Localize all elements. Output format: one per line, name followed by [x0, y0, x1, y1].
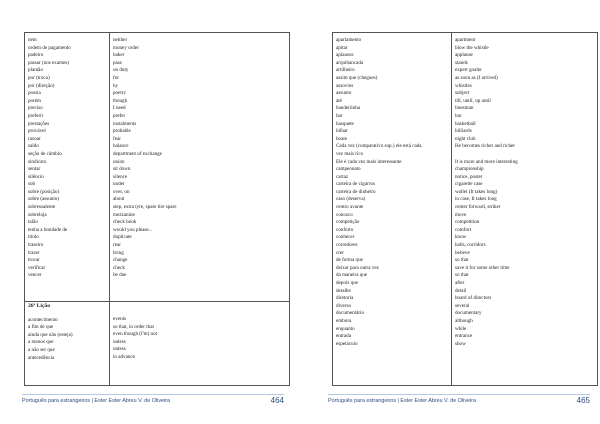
vocabulary-entry: carteira de dinheiro [336, 188, 376, 195]
vocabulary-entry: save it for some other time [455, 264, 510, 271]
lesson-title: 26ª Lição [28, 303, 51, 309]
vocabulary-entry: prefer [113, 112, 126, 119]
vocabulary-entry: halls, corridors [455, 242, 486, 249]
vocabulary-entry: vencer [28, 272, 42, 279]
vocabulary-entry: He becomes richer and richer [455, 143, 515, 150]
vocabulary-entry: Ele é cada vez mais interessante [336, 158, 402, 165]
vocabulary-entry: de forma que [336, 257, 363, 264]
vocabulary-entry: over, on [113, 188, 130, 195]
vocabulary-entry: apitar [336, 44, 348, 51]
vocabulary-entry: subject [455, 90, 470, 97]
page-number: 465 [576, 396, 590, 405]
vocabulary-entry: be due [113, 272, 127, 279]
vocabulary-entry: cigarette case [455, 181, 483, 188]
vocabulary-entry: carteira de cigarros [336, 181, 376, 188]
vocabulary-entry: change [113, 257, 128, 264]
vocabulary-entry: assim que (chegues) [336, 74, 378, 81]
vocabulary-entry: preferir [28, 112, 44, 119]
vocabulary-entry: fear [113, 135, 121, 142]
vocabulary-entry: a não ser que [28, 346, 55, 353]
vocabulary-entry: diretoria [336, 295, 354, 302]
vocabulary-entry: verificar [28, 264, 46, 271]
right-page [300, 0, 600, 424]
spacer [113, 303, 157, 316]
vocabulary-entry: apartment [455, 37, 476, 43]
vocabulary-entry: check [113, 264, 125, 271]
vocabulary-entry: although [455, 317, 473, 324]
vocabulary-entry: basquete [336, 120, 354, 127]
vocabulary-entry: by [113, 82, 119, 89]
vocabulary-entry: as soon as (I arrived) [455, 74, 498, 81]
vocabulary-entry: I need [113, 105, 126, 112]
vocabulary-entry: aplausos [336, 52, 354, 59]
vocabulary-entry: espetáculo [336, 340, 358, 347]
vocabulary-entry: unless [113, 346, 126, 353]
vocabulary-entry: assovios [336, 82, 354, 89]
vocabulary-entry: applause [455, 52, 473, 59]
vocabulary-entry: after [455, 280, 465, 286]
vocabulary-entry: até [336, 97, 342, 104]
vocabulary-entry: wallet (It takes long) [455, 188, 498, 195]
vocabulary-entry: assunto [336, 90, 352, 97]
vocabulary-entry: silence [113, 173, 128, 180]
vocabulary-entry: da maneira que [336, 272, 368, 279]
vocabulary-entry: sit down [113, 166, 131, 173]
vocabulary-entry: know [455, 234, 467, 241]
vocabulary-entry: a menos que [28, 339, 54, 346]
vocabulary-entry: caso (deserva) [336, 196, 366, 203]
vocabulary-entry: duplicate [113, 234, 132, 241]
vocabulary-entry: bring [113, 249, 124, 256]
vocabulary-entry: Cada vez (comparativo sup.) ele está cada [336, 143, 422, 150]
vocabulary-entry: apartamento [336, 37, 362, 43]
vocabulary-entry: prestações [28, 120, 50, 127]
vocabulary-entry: padeiro [28, 52, 44, 59]
vocabulary-entry: sobressalente [28, 204, 56, 211]
vocabulary-entry: step, extra tyre, spare tire spare [113, 204, 177, 211]
portuguese-column [336, 37, 450, 348]
vocabulary-entry: sindicato [28, 158, 47, 165]
vocabulary-entry: for [113, 74, 119, 81]
vocabulary-entry: ainda que não (esteja) [28, 331, 73, 338]
vocabulary-entry: whistles [455, 82, 472, 89]
vocabulary-entry: bar [455, 112, 462, 119]
vocabulary-entry: vez mais rico [336, 150, 364, 157]
column-divider [109, 33, 110, 385]
vocabulary-entry: enquanto [336, 325, 355, 332]
vocabulary-entry: competição [336, 219, 360, 226]
vocabulary-entry: move [455, 211, 467, 218]
vocabulary-entry: bar [336, 112, 343, 119]
vocabulary-entry: talão [28, 219, 38, 226]
vocabulary-entry: por (troca) [28, 74, 50, 81]
lesson-section-portuguese [28, 303, 73, 362]
lesson-section-english [113, 303, 157, 362]
page-number: 464 [270, 396, 284, 405]
vocabulary-entry: under [113, 181, 125, 188]
vocabulary-entry: It is more and more interesting [455, 158, 518, 165]
vocabulary-entry: instalments [113, 120, 137, 127]
vocabulary-entry: even though (I'm) not [113, 331, 158, 338]
vocabulary-entry: about [113, 196, 125, 203]
vocabulary-entry: center forward, striker [455, 204, 501, 211]
vocabulary-entry: baker [113, 52, 125, 59]
vocabulary-entry: so that [455, 272, 469, 279]
vocabulary-entry: embora [336, 317, 352, 324]
vocabulary-entry: unless [113, 338, 126, 345]
vocabulary-entry: deixar para outra vez [336, 264, 379, 271]
vocabulary-entry: silêncio [28, 173, 44, 180]
vocabulary-entry: trocar [28, 257, 40, 264]
vocabulary-entry: while [455, 325, 467, 332]
vocabulary-entry: show [455, 340, 466, 347]
vocabulary-entry: sob [28, 181, 36, 188]
vocabulary-entry: a fim de que [28, 324, 54, 331]
vocabulary-entry: campeonato [336, 166, 361, 173]
vocabulary-entry: so that, in order that [113, 323, 154, 330]
vocabulary-entry: conforto [336, 226, 354, 233]
vocabulary-entry: in case, It takes long [455, 196, 497, 203]
vocabulary-entry: several [455, 302, 470, 309]
footer-right [328, 394, 590, 407]
vocabulary-entry: would you please... [113, 226, 153, 233]
vocabulary-entry: on duty [113, 67, 129, 74]
vocabulary-entry: saldo [28, 143, 39, 150]
vocabulary-entry: money order [113, 44, 139, 51]
vocabulary-entry: razoar [28, 135, 41, 142]
english-column [455, 37, 595, 348]
vocabulary-entry: till, until, up until [455, 97, 491, 104]
vocabulary-entry: arquibancada [336, 59, 364, 66]
vocabulary-entry: comfort [455, 226, 472, 233]
vocabulary-entry: centro avante [336, 204, 364, 211]
vocabulary-entry [455, 151, 595, 159]
vocabulary-entry: cartaz [336, 173, 349, 180]
vocabulary-entry: corredores [336, 242, 358, 249]
vocabulary-entry: sobreloja [28, 211, 47, 218]
footer-text: Português para estrangeiros | Ester Ester Abreu V. de Oliveira [328, 398, 477, 404]
vocabulary-entry: entrada [336, 333, 351, 340]
portuguese-column [28, 37, 108, 280]
vocabulary-entry: diverso [336, 302, 351, 309]
vocabulary-entry: plantão [28, 67, 43, 74]
vocabulary-entry: board of directors [455, 295, 492, 302]
vocabulary-entry: union [113, 158, 125, 165]
vocabulary-entry: championship [455, 166, 484, 173]
vocabulary-entry: believe [455, 249, 470, 256]
section-separator [25, 301, 289, 302]
vocabulary-entry: in advance [113, 353, 135, 360]
vocabulary-entry: preciso [28, 105, 43, 112]
vocabulary-entry: linesman [455, 105, 474, 112]
vocabulary-entry: artilheiro [336, 67, 355, 74]
vocabulary-entry: detalhe [336, 287, 351, 294]
vocabulary-entry: por (direção) [28, 82, 55, 89]
vocabulary-entry: bandeirinha [336, 105, 361, 112]
footer-text: Português para estrangeiros | Ester Ester Abreu V. de Oliveira [22, 398, 171, 404]
vocabulary-entry: boate [336, 135, 348, 142]
vocabulary-entry: sentar [28, 166, 41, 173]
vocabulary-entry: antecedência [28, 354, 55, 361]
vocabulary-entry: conosco [336, 211, 353, 218]
vocabulary-entry: night club [455, 135, 476, 142]
vocabulary-entry: so that [455, 257, 469, 264]
vocabulary-entry: though [113, 97, 128, 104]
vocabulary-entry: sobre (posição) [28, 188, 60, 195]
vocabulary-entry: probable [113, 128, 131, 135]
vocabulary-entry: porém [28, 97, 42, 104]
vocabulary-entry: documentário [336, 310, 365, 317]
vocabulary-entry: expert goaler [455, 67, 482, 74]
vocabulary-entry: poetry [113, 90, 127, 97]
vocabulary-entry: crer [336, 249, 344, 256]
vocabulary-entry: department of exchange [113, 150, 162, 157]
vocabulary-entry: rear [113, 242, 121, 249]
vocabulary-entry: ordem de pagamento [28, 44, 71, 51]
footer-left [22, 394, 284, 407]
vocabulary-entry: events [113, 316, 127, 322]
vocabulary-entry: tenha a bondade de [28, 226, 68, 233]
column-divider [451, 33, 452, 385]
vocabulary-table-right [332, 32, 598, 386]
vocabulary-entry: notice, poster [455, 173, 483, 180]
vocabulary-entry: entrance [455, 333, 473, 340]
vocabulary-entry: balance [113, 143, 129, 150]
vocabulary-entry: nem [28, 37, 37, 43]
vocabulary-entry: passar (nos exames) [28, 59, 70, 66]
vocabulary-entry: pass [113, 59, 122, 66]
english-column [113, 37, 285, 280]
vocabulary-entry: competition [455, 219, 480, 226]
vocabulary-entry: detail [455, 287, 467, 294]
vocabulary-entry: trazer [28, 249, 40, 256]
vocabulary-entry: acontecimento [28, 316, 58, 323]
vocabulary-table-left [24, 32, 290, 386]
vocabulary-entry: documentary [455, 310, 482, 317]
vocabulary-entry: mezzanine [113, 211, 135, 218]
vocabulary-entry: provável [28, 128, 46, 135]
vocabulary-entry: basketball [455, 120, 476, 127]
vocabulary-entry: conhecer [336, 234, 355, 241]
vocabulary-entry: título [28, 234, 39, 241]
vocabulary-entry: check book [113, 219, 137, 226]
vocabulary-entry: neither [113, 37, 128, 43]
vocabulary-entry: bilhar [336, 128, 348, 135]
vocabulary-entry: seção de câmbio [28, 150, 62, 157]
vocabulary-entry: traseiro [28, 242, 44, 249]
vocabulary-entry: billiards [455, 128, 472, 135]
vocabulary-entry: blow the whistle [455, 44, 489, 51]
vocabulary-entry: stands [455, 59, 468, 66]
vocabulary-entry: depois que [336, 280, 358, 286]
vocabulary-entry: sobre (assunto) [28, 196, 59, 203]
vocabulary-entry: possia [28, 90, 41, 97]
